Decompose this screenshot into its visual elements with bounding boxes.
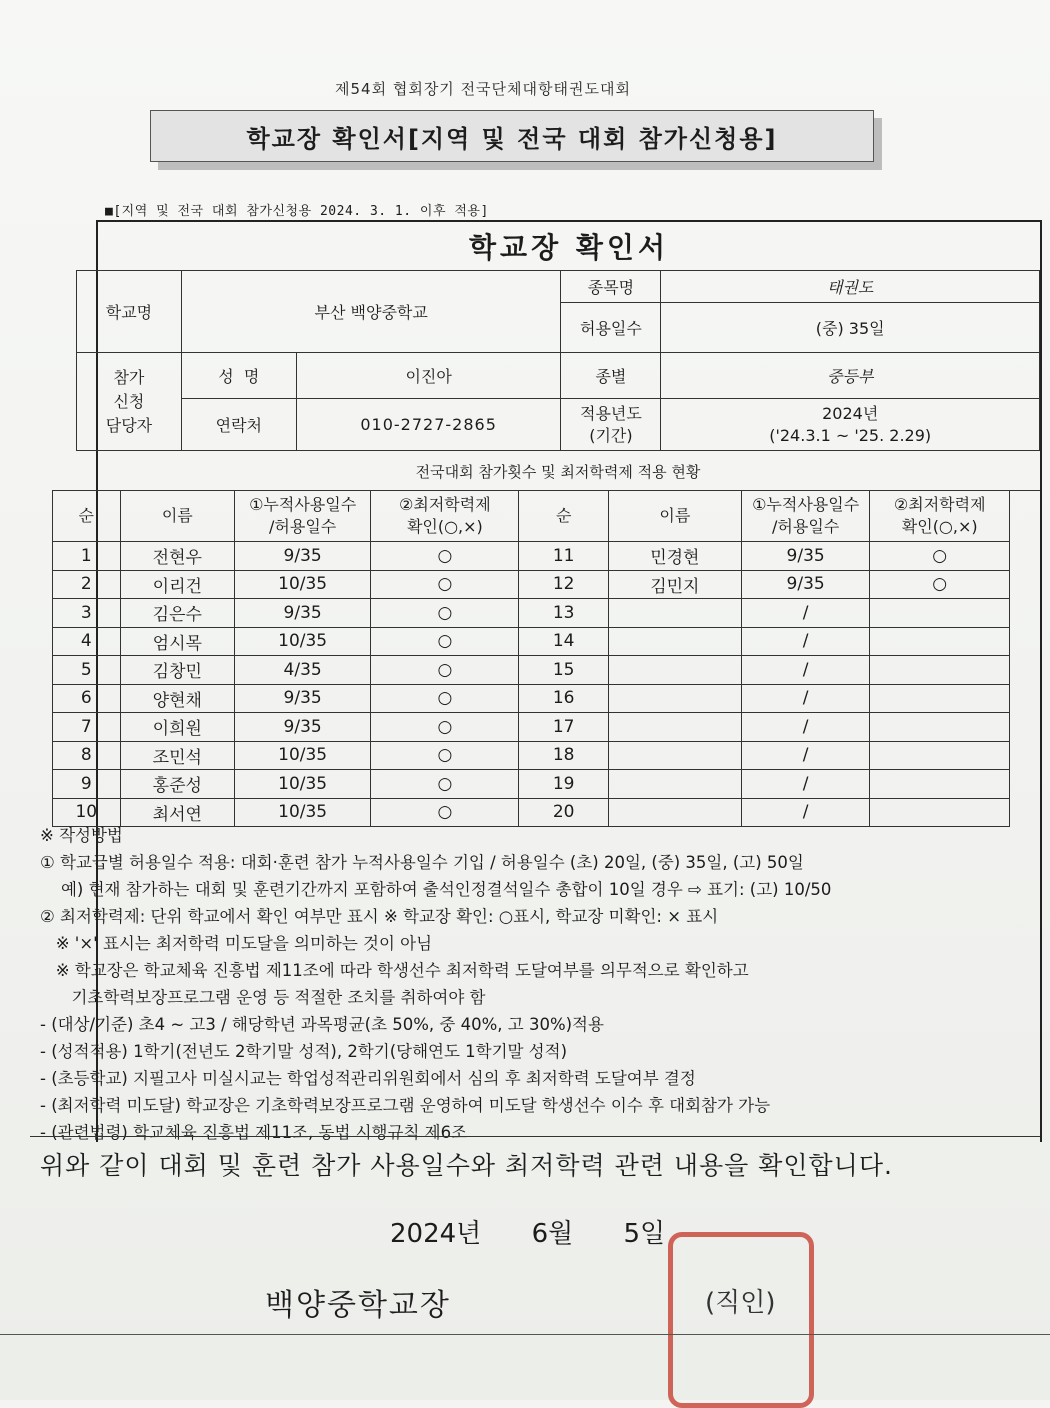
applicability-note: ■[지역 및 전국 대회 참가신청용 2024. 3. 1. 이후 적용] [105, 204, 489, 219]
row-check [870, 684, 1010, 713]
row-usage: 10/35 [235, 741, 371, 770]
row-usage: / [741, 627, 870, 656]
roster-table [52, 490, 1010, 827]
row-no: 5 [53, 656, 121, 685]
row-name: 전현우 [120, 542, 234, 571]
seal-label: (직인) [705, 1288, 776, 1318]
row-no: 9 [53, 770, 121, 799]
note-line: ※ 학교장은 학교체육 진흥법 제11조에 따라 학생선수 최저학력 도달여부를 의무적으로 확인하고 [40, 961, 749, 980]
sport-label: 종목명 [561, 271, 661, 303]
contact-value: 010-2727-2865 [296, 399, 561, 451]
row-name: 민경현 [608, 542, 741, 571]
row-usage: 10/35 [235, 798, 371, 827]
row-usage: 9/35 [235, 684, 371, 713]
table-row [53, 770, 1010, 799]
note-line: - (초등학교) 지필고사 미실시교는 학업성적관리위원회에서 심의 후 최저학력 도달여부 결정 [40, 1069, 696, 1088]
row-check: ○ [371, 798, 519, 827]
form-title: 학교장 확인서 [98, 222, 1040, 271]
confirmation-statement: 위와 같이 대회 및 훈련 참가 사용일수와 최저학력 관련 내용을 확인합니다. [40, 1151, 893, 1180]
row-check: ○ [371, 599, 519, 628]
row-check: ○ [870, 542, 1010, 571]
allowed-days-value: (중) 35일 [661, 303, 1040, 353]
note-line: - (대상/기준) 초4 ~ 고3 / 해당학년 과목평균(초 50%, 중 40%, 고 30%)적용 [40, 1015, 604, 1034]
sport-value: 태권도 [661, 271, 1040, 303]
header-usage-line1: ①누적사용일수 [752, 495, 860, 514]
table-row [53, 684, 1010, 713]
row-check: ○ [371, 684, 519, 713]
row-usage: / [741, 656, 870, 685]
note-heading: ※ 작성방법 [40, 826, 123, 845]
header-check-left [371, 491, 519, 542]
note-line: - (관련법령) 학교체육 진흥법 제11조, 동법 시행규칙 제6조 [40, 1123, 467, 1142]
note-line: ① 학교급별 허용일수 적용: 대회·훈련 참가 누적사용일수 기입 / 허용일수 (초) 20일, (중) 35일, (고) 50일 [40, 853, 804, 872]
principal-signature: 백양중학교장 [265, 1288, 451, 1323]
row-no: 19 [519, 770, 608, 799]
row-check: ○ [371, 713, 519, 742]
period-value: ('24.3.1 ~ '25. 2.29) [769, 425, 932, 445]
allowed-days-label: 허용일수 [561, 303, 661, 353]
roster-header-row [53, 491, 1010, 542]
applicant-label-line2: 신청 [113, 391, 145, 411]
row-check: ○ [371, 656, 519, 685]
row-name: 조민석 [120, 741, 234, 770]
note-line: ② 최저학력제: 단위 학교에서 확인 여부만 표시 ※ 학교장 확인: ○표시, 학교장 미확인: × 표시 [40, 907, 719, 926]
header-name-left: 이름 [120, 491, 234, 542]
row-name [608, 656, 741, 685]
header-usage-line2: /허용일수 [772, 517, 840, 536]
row-no: 7 [53, 713, 121, 742]
table-row [53, 741, 1010, 770]
row-usage: 9/35 [741, 570, 870, 599]
table-row [53, 656, 1010, 685]
row-no: 12 [519, 570, 608, 599]
row-usage: / [741, 798, 870, 827]
row-no: 6 [53, 684, 121, 713]
row-check [870, 656, 1010, 685]
row-usage: 9/35 [235, 713, 371, 742]
row-usage: / [741, 684, 870, 713]
name-label: 성 명 [181, 353, 296, 399]
table-row [53, 570, 1010, 599]
row-check [870, 599, 1010, 628]
row-name: 양현채 [120, 684, 234, 713]
row-name [608, 684, 741, 713]
year-label-line1: 적용년도 [580, 403, 642, 423]
year-label [561, 399, 661, 451]
row-no: 4 [53, 627, 121, 656]
header-no-right: 순 [519, 491, 608, 542]
roster-section-title: 전국대회 참가횟수 및 최저학력제 적용 현황 [76, 452, 1040, 491]
header-check-line1: ②최저학력제 [399, 495, 491, 514]
row-check [870, 741, 1010, 770]
row-name: 김민지 [608, 570, 741, 599]
row-name: 김창민 [120, 656, 234, 685]
row-check [870, 627, 1010, 656]
banner-title: 학교장 확인서[지역 및 전국 대회 참가신청용] [150, 110, 874, 162]
row-no: 17 [519, 713, 608, 742]
row-no: 10 [53, 798, 121, 827]
row-check: ○ [371, 741, 519, 770]
row-usage: 10/35 [235, 627, 371, 656]
row-name: 홍준성 [120, 770, 234, 799]
row-no: 3 [53, 599, 121, 628]
row-no: 15 [519, 656, 608, 685]
header-check-line1: ②최저학력제 [893, 495, 986, 514]
school-value: 부산 백양중학교 [181, 271, 561, 353]
official-seal [668, 1232, 814, 1408]
header-usage-left [235, 491, 371, 542]
row-no: 14 [519, 627, 608, 656]
row-name [608, 741, 741, 770]
row-name: 이희원 [120, 713, 234, 742]
signature-date [390, 1213, 665, 1250]
note-line: - (성적적용) 1학기(전년도 2학기말 성적), 2학기(당해연도 1학기말 성적) [40, 1042, 568, 1061]
info-table [76, 270, 1040, 451]
year-value-cell [661, 399, 1040, 451]
header-check-line2: 확인(○,×) [406, 517, 483, 536]
row-no: 20 [519, 798, 608, 827]
row-check: ○ [371, 542, 519, 571]
row-no: 11 [519, 542, 608, 571]
header-check-right [870, 491, 1010, 542]
table-row [53, 599, 1010, 628]
row-no: 18 [519, 741, 608, 770]
table-row [53, 713, 1010, 742]
note-line: ※ '×' 표시는 최저학력 미도달을 의미하는 것이 아님 [40, 934, 433, 953]
writing-instructions [40, 822, 1030, 1146]
header-name-right: 이름 [608, 491, 741, 542]
row-check: ○ [870, 570, 1010, 599]
row-no: 13 [519, 599, 608, 628]
row-name [608, 599, 741, 628]
name-value: 이진아 [296, 353, 561, 399]
date-year: 2024년 [390, 1219, 482, 1249]
row-usage: 9/35 [741, 542, 870, 571]
row-name [608, 770, 741, 799]
divider [30, 1136, 1040, 1137]
row-usage: 10/35 [235, 770, 371, 799]
header-check-line2: 확인(○,×) [901, 517, 978, 536]
date-day: 5일 [623, 1219, 666, 1249]
year-value: 2024년 [822, 403, 879, 423]
table-row [53, 542, 1010, 571]
category-value: 중등부 [661, 353, 1040, 399]
school-label: 학교명 [77, 271, 182, 353]
applicant-label-line1: 참가 [113, 367, 145, 387]
row-name: 최서연 [120, 798, 234, 827]
row-check [870, 770, 1010, 799]
row-check: ○ [371, 770, 519, 799]
category-label: 종별 [561, 353, 661, 399]
row-usage: 4/35 [235, 656, 371, 685]
applicant-label [77, 353, 182, 451]
year-label-line2: (기간) [589, 425, 633, 445]
row-usage: / [741, 713, 870, 742]
row-name [608, 713, 741, 742]
note-line: 기초학력보장프로그램 운영 등 적절한 조치를 취하여야 함 [40, 988, 486, 1007]
row-usage: 9/35 [235, 542, 371, 571]
table-row [53, 627, 1010, 656]
applicant-label-line3: 담당자 [105, 415, 153, 435]
bottom-border [0, 1334, 1050, 1335]
row-usage: 10/35 [235, 570, 371, 599]
row-name [608, 627, 741, 656]
event-title: 제54회 협회장기 전국단체대항태권도대회 [335, 80, 631, 98]
header-usage-line2: /허용일수 [269, 517, 337, 536]
row-check: ○ [371, 570, 519, 599]
row-no: 8 [53, 741, 121, 770]
row-name: 김은수 [120, 599, 234, 628]
row-check [870, 713, 1010, 742]
note-line: 예) 현재 참가하는 대회 및 훈련기간까지 포함하여 출석인정결석일수 총합이 10일 경우 ⇨ 표기: (고) 10/50 [40, 880, 832, 899]
row-usage: / [741, 599, 870, 628]
header-usage-right [741, 491, 870, 542]
row-no: 1 [53, 542, 121, 571]
contact-label: 연락처 [181, 399, 296, 451]
note-line: - (최저학력 미도달) 학교장은 기초학력보장프로그램 운영하여 미도달 학생선수 이수 후 대회참가 가능 [40, 1096, 771, 1115]
row-usage: / [741, 741, 870, 770]
row-name: 이리건 [120, 570, 234, 599]
row-usage: / [741, 770, 870, 799]
header-usage-line1: ①누적사용일수 [249, 495, 357, 514]
row-usage: 9/35 [235, 599, 371, 628]
header-no-left: 순 [53, 491, 121, 542]
date-month: 6월 [531, 1219, 574, 1249]
row-no: 2 [53, 570, 121, 599]
row-no: 16 [519, 684, 608, 713]
row-name: 엄시목 [120, 627, 234, 656]
row-check: ○ [371, 627, 519, 656]
